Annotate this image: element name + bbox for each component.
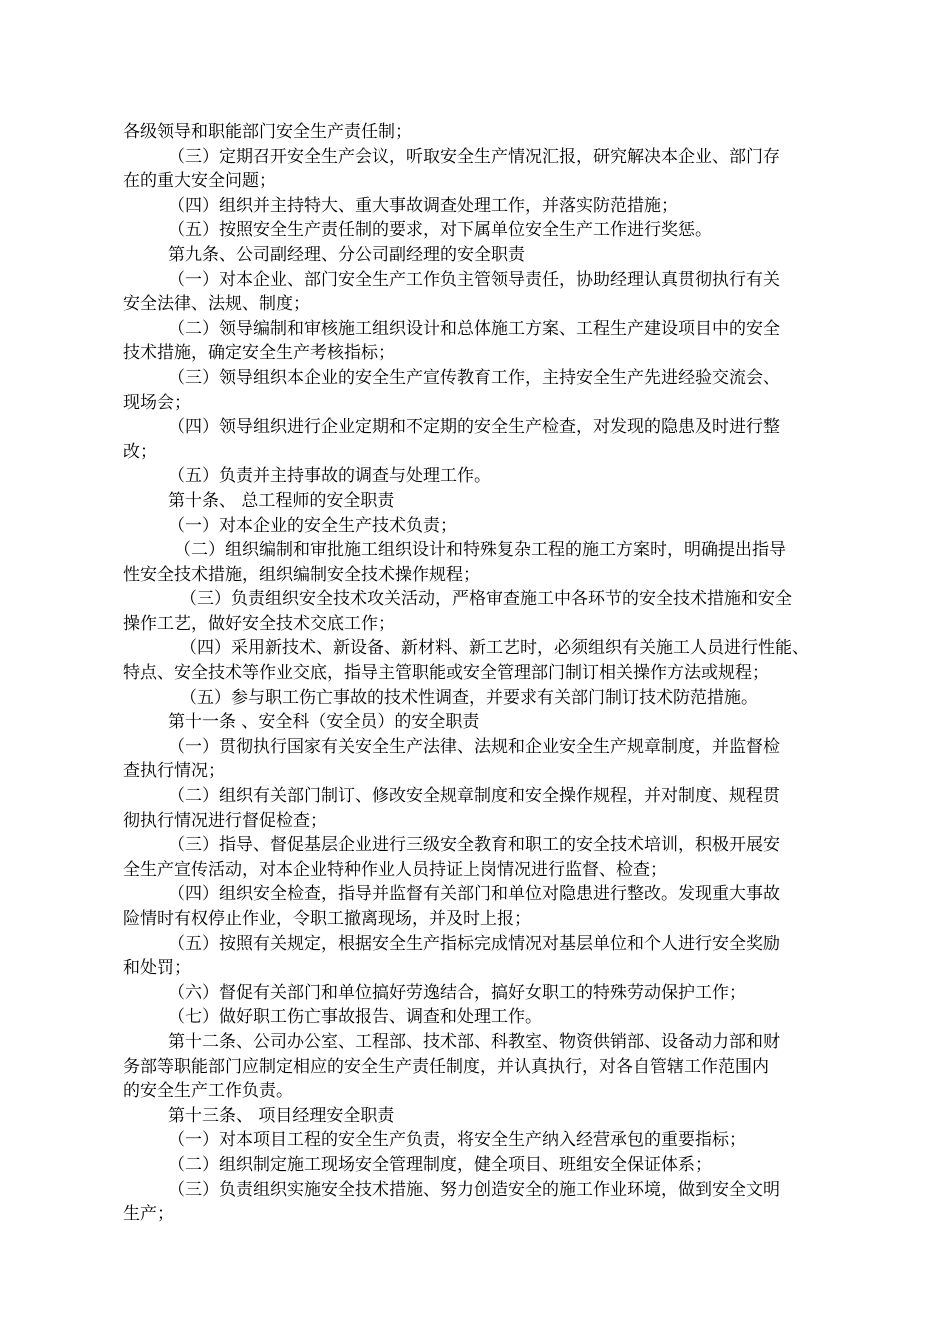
text-line: （一）对本项目工程的安全生产负责，将安全生产纳入经营承包的重要指标； bbox=[168, 1130, 746, 1151]
text-line: （一）对本企业、部门安全生产工作负主管领导责任，协助经理认真贯彻执行有关 bbox=[168, 269, 780, 290]
text-line: （五）参与职工伤亡事故的技术性调查，并要求有关部门制订技术防范措施。 bbox=[180, 687, 758, 708]
text-line: （四）组织并主持特大、重大事故调查处理工作，并落实防范措施； bbox=[168, 195, 678, 216]
paragraph bbox=[123, 415, 860, 464]
paragraph bbox=[123, 243, 860, 268]
text-line: （一）贯彻执行国家有关安全生产法律、法规和企业安全生产规章制度，并监督检 bbox=[168, 736, 780, 757]
text-line: 第九条、公司副经理、分公司副经理的安全职责 bbox=[168, 244, 525, 265]
text-line: （三）负责组织安全技术攻关活动，严格审查施工中各环节的安全技术措施和安全 bbox=[180, 589, 792, 610]
text-line: 第十条、 总工程师的安全职责 bbox=[168, 490, 395, 511]
paragraph bbox=[123, 784, 860, 833]
text-line: 查执行情况； bbox=[123, 761, 225, 782]
paragraph bbox=[123, 538, 860, 587]
text-line: （五）负责并主持事故的调查与处理工作。 bbox=[168, 466, 491, 487]
text-line: （二）组织有关部门制订、修改安全规章制度和安全操作规程，并对制度、规程贯 bbox=[168, 786, 780, 807]
text-line: （四）领导组织进行企业定期和不定期的安全生产检查，对发现的隐患及时进行整 bbox=[168, 417, 780, 438]
paragraph bbox=[123, 932, 860, 981]
text-line: （四）组织安全检查，指导并监督有关部门和单位对隐患进行整改。发现重大事故 bbox=[168, 884, 780, 905]
text-line: 各级领导和职能部门安全生产责任制； bbox=[123, 122, 412, 142]
paragraph bbox=[123, 735, 860, 784]
paragraph bbox=[123, 833, 860, 882]
paragraph bbox=[123, 1104, 860, 1129]
paragraph bbox=[123, 514, 860, 539]
paragraph bbox=[123, 366, 860, 415]
text-line: （四）采用新技术、新设备、新材料、新工艺时，必须组织有关施工人员进行性能、 bbox=[180, 638, 809, 659]
paragraph bbox=[123, 710, 860, 735]
text-line: （五）按照安全生产责任制的要求，对下属单位安全生产工作进行奖惩。 bbox=[168, 220, 712, 241]
paragraph bbox=[123, 686, 860, 711]
text-line: 险情时有权停止作业，令职工撤离现场，并及时上报； bbox=[123, 909, 531, 929]
text-line: （三）指导、督促基层企业进行三级安全教育和职工的安全技术培训，积极开展安 bbox=[168, 835, 780, 856]
text-line: 在的重大安全问题； bbox=[123, 171, 276, 192]
text-line: （五）按照有关规定，根据安全生产指标完成情况对基层单位和个人进行安全奖励 bbox=[168, 933, 780, 954]
paragraph bbox=[123, 268, 860, 317]
paragraph bbox=[123, 1178, 860, 1227]
text-line: 安全法律、法规、制度； bbox=[123, 294, 310, 315]
paragraph bbox=[123, 1005, 860, 1030]
paragraph bbox=[123, 218, 860, 243]
paragraph bbox=[123, 882, 860, 931]
text-line: 第十一条 、安全科（安全员）的安全职责 bbox=[168, 712, 480, 733]
paragraph bbox=[123, 1128, 860, 1153]
paragraph bbox=[123, 1030, 860, 1104]
paragraph bbox=[123, 194, 860, 219]
paragraph bbox=[123, 587, 860, 636]
text-line: （二）领导编制和审核施工组织设计和总体施工方案、工程生产建设项目中的安全 bbox=[168, 318, 780, 339]
text-line: 性安全技术措施，组织编制安全技术操作规程； bbox=[123, 564, 480, 585]
paragraph bbox=[123, 489, 860, 514]
text-line: 第十三条、 项目经理安全职责 bbox=[168, 1105, 395, 1126]
text-line: 务部等职能部门应制定相应的安全生产责任制度，并认真执行，对各自管辖工作范围内 bbox=[123, 1056, 769, 1077]
paragraph bbox=[123, 120, 860, 145]
paragraph bbox=[123, 464, 860, 489]
text-line: （二）组织编制和审批施工组织设计和特殊复杂工程的施工方案时，明确提出指导 bbox=[174, 540, 786, 561]
text-line: 现场会； bbox=[123, 392, 191, 413]
text-line: 彻执行情况进行督促检查； bbox=[123, 810, 327, 831]
text-line: （三）定期召开安全生产会议，听取安全生产情况汇报，研究解决本企业、部门存 bbox=[168, 146, 780, 167]
text-line: 和处罚； bbox=[123, 958, 191, 979]
text-line: （三）领导组织本企业的安全生产宣传教育工作，主持安全生产先进经验交流会、 bbox=[168, 367, 780, 388]
text-line: （七）做好职工伤亡事故报告、调查和处理工作。 bbox=[168, 1007, 542, 1028]
paragraph bbox=[123, 145, 860, 194]
paragraph bbox=[123, 1153, 860, 1178]
text-line: （三）负责组织实施安全技术措施、努力创造安全的施工作业环境，做到安全文明 bbox=[168, 1179, 780, 1200]
text-line: （六）督促有关部门和单位搞好劳逸结合，搞好女职工的特殊劳动保护工作； bbox=[168, 982, 746, 1003]
text-line: （二）组织制定施工现场安全管理制度，健全项目、班组安全保证体系； bbox=[168, 1154, 712, 1175]
paragraph bbox=[123, 981, 860, 1006]
text-line: 特点、安全技术等作业交底，指导主管职能或安全管理部门制订相关操作方法或规程； bbox=[123, 663, 769, 684]
text-line: 的安全生产工作负责。 bbox=[123, 1081, 293, 1102]
paragraph bbox=[123, 317, 860, 366]
text-line: 全生产宣传活动，对本企业特种作业人员持证上岗情况进行监督、检查； bbox=[123, 859, 667, 880]
text-line: （一）对本企业的安全生产技术负责； bbox=[168, 515, 457, 536]
document-body bbox=[123, 120, 860, 1227]
text-line: 改； bbox=[123, 441, 157, 462]
paragraph bbox=[123, 636, 860, 685]
text-line: 技术措施，确定安全生产考核指标； bbox=[123, 343, 395, 364]
text-line: 第十二条、公司办公室、工程部、技术部、科教室、物资供销部、设备动力部和财 bbox=[168, 1031, 780, 1052]
text-line: 生产； bbox=[123, 1204, 174, 1225]
text-line: 操作工艺，做好安全技术交底工作； bbox=[123, 613, 395, 634]
